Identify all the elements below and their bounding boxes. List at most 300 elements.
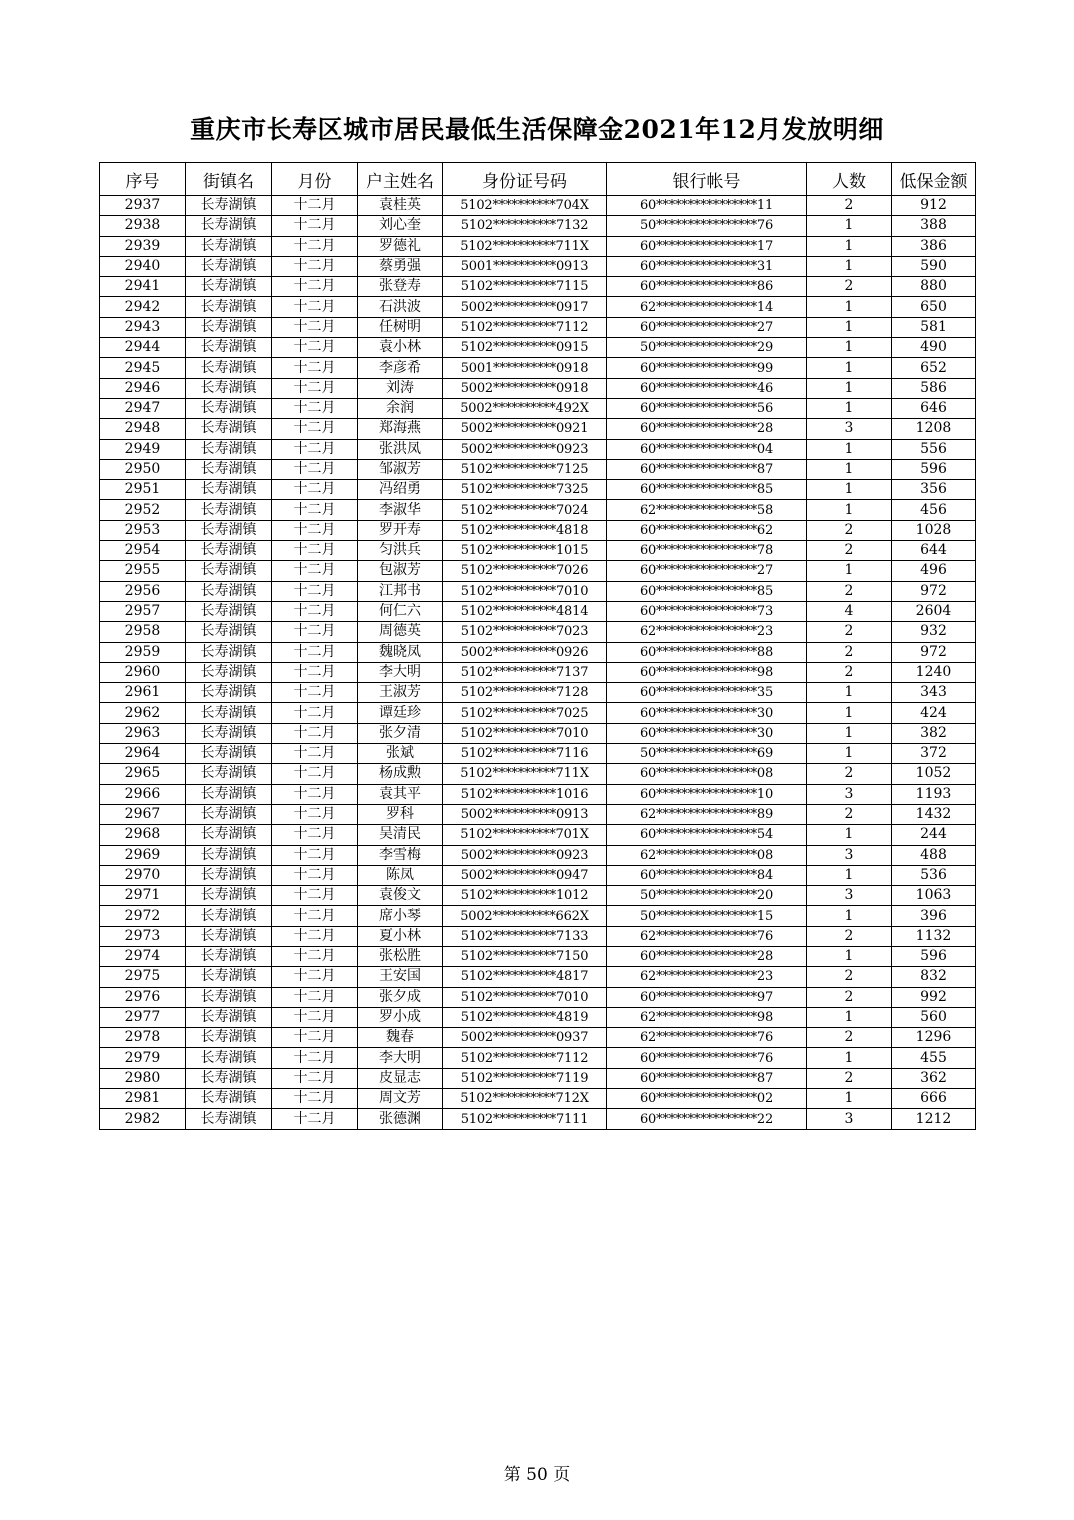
cell-serial: 2975 xyxy=(100,967,186,987)
cell-month: 十二月 xyxy=(272,297,358,317)
cell-amount: 912 xyxy=(892,196,976,216)
cell-month: 十二月 xyxy=(272,683,358,703)
cell-serial: 2938 xyxy=(100,216,186,236)
cell-town: 长寿湖镇 xyxy=(186,764,272,784)
cell-householder: 余润 xyxy=(358,398,443,418)
cell-month: 十二月 xyxy=(272,358,358,378)
cell-persons: 1 xyxy=(807,703,892,723)
cell-serial: 2964 xyxy=(100,744,186,764)
cell-bank-account: 62****************23 xyxy=(607,622,807,642)
cell-serial: 2940 xyxy=(100,256,186,276)
cell-amount: 455 xyxy=(892,1048,976,1068)
cell-town: 长寿湖镇 xyxy=(186,297,272,317)
cell-id-number: 5002**********662X xyxy=(443,906,607,926)
cell-month: 十二月 xyxy=(272,398,358,418)
cell-persons: 3 xyxy=(807,845,892,865)
cell-town: 长寿湖镇 xyxy=(186,500,272,520)
cell-amount: 386 xyxy=(892,236,976,256)
cell-amount: 880 xyxy=(892,277,976,297)
cell-householder: 王安国 xyxy=(358,967,443,987)
cell-month: 十二月 xyxy=(272,967,358,987)
cell-town: 长寿湖镇 xyxy=(186,480,272,500)
cell-town: 长寿湖镇 xyxy=(186,967,272,987)
cell-householder: 张德渊 xyxy=(358,1109,443,1129)
cell-householder: 李大明 xyxy=(358,1048,443,1068)
cell-serial: 2969 xyxy=(100,845,186,865)
cell-serial: 2956 xyxy=(100,581,186,601)
cell-bank-account: 60****************54 xyxy=(607,825,807,845)
cell-month: 十二月 xyxy=(272,601,358,621)
cell-bank-account: 60****************02 xyxy=(607,1089,807,1109)
cell-bank-account: 60****************46 xyxy=(607,378,807,398)
cell-bank-account: 60****************85 xyxy=(607,480,807,500)
cell-id-number: 5002**********0926 xyxy=(443,642,607,662)
cell-amount: 650 xyxy=(892,297,976,317)
cell-town: 长寿湖镇 xyxy=(186,541,272,561)
page-number: 第 50 页 xyxy=(503,1465,571,1485)
table-row xyxy=(100,541,976,561)
cell-id-number: 5102**********7010 xyxy=(443,581,607,601)
cell-id-number: 5102**********7025 xyxy=(443,703,607,723)
cell-amount: 536 xyxy=(892,865,976,885)
table-row xyxy=(100,784,976,804)
cell-persons: 1 xyxy=(807,317,892,337)
table-row xyxy=(100,744,976,764)
cell-householder: 何仁六 xyxy=(358,601,443,621)
table-row xyxy=(100,723,976,743)
table-row xyxy=(100,561,976,581)
cell-amount: 992 xyxy=(892,987,976,1007)
table-row xyxy=(100,703,976,723)
cell-amount: 972 xyxy=(892,581,976,601)
cell-persons: 1 xyxy=(807,236,892,256)
cell-persons: 1 xyxy=(807,1089,892,1109)
cell-amount: 1193 xyxy=(892,784,976,804)
table-row xyxy=(100,398,976,418)
cell-serial: 2976 xyxy=(100,987,186,1007)
cell-amount: 456 xyxy=(892,500,976,520)
cell-serial: 2965 xyxy=(100,764,186,784)
cell-householder: 李淑华 xyxy=(358,500,443,520)
cell-month: 十二月 xyxy=(272,946,358,966)
cell-householder: 魏晓凤 xyxy=(358,642,443,662)
cell-householder: 冯绍勇 xyxy=(358,480,443,500)
cell-serial: 2959 xyxy=(100,642,186,662)
column-header-town: 街镇名 xyxy=(186,163,272,196)
cell-serial: 2967 xyxy=(100,804,186,824)
cell-id-number: 5102**********4819 xyxy=(443,1007,607,1027)
cell-bank-account: 62****************58 xyxy=(607,500,807,520)
cell-month: 十二月 xyxy=(272,500,358,520)
table-row xyxy=(100,256,976,276)
cell-month: 十二月 xyxy=(272,764,358,784)
cell-householder: 袁俊文 xyxy=(358,886,443,906)
cell-id-number: 5102**********701X xyxy=(443,825,607,845)
table-row xyxy=(100,338,976,358)
table-row xyxy=(100,480,976,500)
cell-town: 长寿湖镇 xyxy=(186,622,272,642)
cell-householder: 邹淑芳 xyxy=(358,459,443,479)
cell-town: 长寿湖镇 xyxy=(186,744,272,764)
cell-persons: 1 xyxy=(807,825,892,845)
cell-bank-account: 60****************30 xyxy=(607,723,807,743)
cell-town: 长寿湖镇 xyxy=(186,1068,272,1088)
cell-serial: 2958 xyxy=(100,622,186,642)
cell-town: 长寿湖镇 xyxy=(186,520,272,540)
cell-amount: 596 xyxy=(892,946,976,966)
cell-bank-account: 60****************35 xyxy=(607,683,807,703)
cell-month: 十二月 xyxy=(272,378,358,398)
cell-town: 长寿湖镇 xyxy=(186,1109,272,1129)
cell-serial: 2973 xyxy=(100,926,186,946)
cell-town: 长寿湖镇 xyxy=(186,196,272,216)
cell-amount: 1212 xyxy=(892,1109,976,1129)
cell-bank-account: 62****************89 xyxy=(607,804,807,824)
cell-id-number: 5102**********7111 xyxy=(443,1109,607,1129)
cell-householder: 李大明 xyxy=(358,662,443,682)
cell-serial: 2947 xyxy=(100,398,186,418)
table-row xyxy=(100,845,976,865)
table-row xyxy=(100,1028,976,1048)
cell-amount: 488 xyxy=(892,845,976,865)
cell-month: 十二月 xyxy=(272,703,358,723)
cell-persons: 2 xyxy=(807,642,892,662)
cell-town: 长寿湖镇 xyxy=(186,256,272,276)
cell-amount: 1063 xyxy=(892,886,976,906)
cell-amount: 556 xyxy=(892,439,976,459)
cell-persons: 1 xyxy=(807,398,892,418)
cell-persons: 2 xyxy=(807,1068,892,1088)
cell-month: 十二月 xyxy=(272,317,358,337)
table-row xyxy=(100,946,976,966)
table-row xyxy=(100,683,976,703)
cell-householder: 蔡勇强 xyxy=(358,256,443,276)
payment-table xyxy=(99,162,976,1130)
cell-amount: 496 xyxy=(892,561,976,581)
table-row xyxy=(100,967,976,987)
table-row xyxy=(100,378,976,398)
cell-town: 长寿湖镇 xyxy=(186,946,272,966)
cell-id-number: 5001**********0913 xyxy=(443,256,607,276)
cell-town: 长寿湖镇 xyxy=(186,601,272,621)
cell-town: 长寿湖镇 xyxy=(186,398,272,418)
cell-id-number: 5102**********7023 xyxy=(443,622,607,642)
cell-persons: 1 xyxy=(807,439,892,459)
cell-id-number: 5102**********7150 xyxy=(443,946,607,966)
cell-persons: 2 xyxy=(807,541,892,561)
cell-householder: 罗小成 xyxy=(358,1007,443,1027)
cell-persons: 1 xyxy=(807,906,892,926)
cell-bank-account: 62****************98 xyxy=(607,1007,807,1027)
cell-householder: 袁桂英 xyxy=(358,196,443,216)
cell-town: 长寿湖镇 xyxy=(186,277,272,297)
cell-bank-account: 60****************04 xyxy=(607,439,807,459)
cell-month: 十二月 xyxy=(272,338,358,358)
cell-month: 十二月 xyxy=(272,926,358,946)
cell-id-number: 5102**********1012 xyxy=(443,886,607,906)
cell-householder: 夏小林 xyxy=(358,926,443,946)
table-row xyxy=(100,1048,976,1068)
cell-month: 十二月 xyxy=(272,1007,358,1027)
cell-bank-account: 60****************78 xyxy=(607,541,807,561)
cell-id-number: 5102**********7128 xyxy=(443,683,607,703)
cell-id-number: 5102**********1015 xyxy=(443,541,607,561)
table-row xyxy=(100,1007,976,1027)
cell-month: 十二月 xyxy=(272,1028,358,1048)
cell-bank-account: 60****************27 xyxy=(607,317,807,337)
cell-serial: 2955 xyxy=(100,561,186,581)
cell-serial: 2944 xyxy=(100,338,186,358)
table-row xyxy=(100,662,976,682)
cell-persons: 2 xyxy=(807,581,892,601)
cell-serial: 2949 xyxy=(100,439,186,459)
table-row xyxy=(100,642,976,662)
table-row xyxy=(100,277,976,297)
cell-id-number: 5102**********7010 xyxy=(443,723,607,743)
cell-id-number: 5102**********7137 xyxy=(443,662,607,682)
cell-serial: 2951 xyxy=(100,480,186,500)
cell-persons: 1 xyxy=(807,723,892,743)
cell-month: 十二月 xyxy=(272,622,358,642)
cell-bank-account: 60****************08 xyxy=(607,764,807,784)
cell-bank-account: 60****************31 xyxy=(607,256,807,276)
cell-bank-account: 50****************69 xyxy=(607,744,807,764)
cell-householder: 李彦希 xyxy=(358,358,443,378)
cell-month: 十二月 xyxy=(272,642,358,662)
cell-id-number: 5102**********7325 xyxy=(443,480,607,500)
cell-amount: 343 xyxy=(892,683,976,703)
cell-id-number: 5002**********0923 xyxy=(443,845,607,865)
cell-town: 长寿湖镇 xyxy=(186,865,272,885)
cell-householder: 魏春 xyxy=(358,1028,443,1048)
cell-bank-account: 60****************76 xyxy=(607,1048,807,1068)
cell-town: 长寿湖镇 xyxy=(186,723,272,743)
cell-serial: 2977 xyxy=(100,1007,186,1027)
cell-serial: 2966 xyxy=(100,784,186,804)
cell-id-number: 5102**********7010 xyxy=(443,987,607,1007)
column-header-amount: 低保金额 xyxy=(892,163,976,196)
cell-householder: 李雪梅 xyxy=(358,845,443,865)
cell-town: 长寿湖镇 xyxy=(186,886,272,906)
cell-month: 十二月 xyxy=(272,744,358,764)
cell-amount: 590 xyxy=(892,256,976,276)
cell-id-number: 5002**********492X xyxy=(443,398,607,418)
cell-town: 长寿湖镇 xyxy=(186,439,272,459)
cell-id-number: 5002**********0947 xyxy=(443,865,607,885)
cell-householder: 周文芳 xyxy=(358,1089,443,1109)
cell-town: 长寿湖镇 xyxy=(186,683,272,703)
cell-bank-account: 60****************99 xyxy=(607,358,807,378)
column-header-householder: 户主姓名 xyxy=(358,163,443,196)
cell-serial: 2942 xyxy=(100,297,186,317)
cell-month: 十二月 xyxy=(272,581,358,601)
table-row xyxy=(100,500,976,520)
cell-householder: 张洪凤 xyxy=(358,439,443,459)
column-header-bank-account: 银行帐号 xyxy=(607,163,807,196)
cell-serial: 2957 xyxy=(100,601,186,621)
cell-town: 长寿湖镇 xyxy=(186,926,272,946)
cell-amount: 596 xyxy=(892,459,976,479)
table-row xyxy=(100,297,976,317)
table-row xyxy=(100,1089,976,1109)
cell-month: 十二月 xyxy=(272,1048,358,1068)
cell-id-number: 5102**********4814 xyxy=(443,601,607,621)
cell-month: 十二月 xyxy=(272,459,358,479)
cell-householder: 张夕成 xyxy=(358,987,443,1007)
cell-bank-account: 60****************28 xyxy=(607,946,807,966)
cell-amount: 1132 xyxy=(892,926,976,946)
table-row xyxy=(100,520,976,540)
cell-id-number: 5102**********7112 xyxy=(443,1048,607,1068)
cell-town: 长寿湖镇 xyxy=(186,1007,272,1027)
cell-serial: 2963 xyxy=(100,723,186,743)
table-row xyxy=(100,906,976,926)
cell-month: 十二月 xyxy=(272,1068,358,1088)
cell-month: 十二月 xyxy=(272,256,358,276)
cell-month: 十二月 xyxy=(272,236,358,256)
cell-bank-account: 60****************87 xyxy=(607,459,807,479)
column-header-serial: 序号 xyxy=(100,163,186,196)
cell-id-number: 5002**********0937 xyxy=(443,1028,607,1048)
cell-bank-account: 60****************88 xyxy=(607,642,807,662)
cell-persons: 1 xyxy=(807,358,892,378)
cell-id-number: 5102**********7119 xyxy=(443,1068,607,1088)
table-row xyxy=(100,865,976,885)
cell-householder: 袁其平 xyxy=(358,784,443,804)
cell-amount: 362 xyxy=(892,1068,976,1088)
cell-town: 长寿湖镇 xyxy=(186,338,272,358)
cell-bank-account: 62****************23 xyxy=(607,967,807,987)
cell-bank-account: 60****************17 xyxy=(607,236,807,256)
cell-month: 十二月 xyxy=(272,865,358,885)
cell-persons: 1 xyxy=(807,500,892,520)
cell-persons: 3 xyxy=(807,1109,892,1129)
cell-town: 长寿湖镇 xyxy=(186,1048,272,1068)
column-header-persons: 人数 xyxy=(807,163,892,196)
cell-town: 长寿湖镇 xyxy=(186,1089,272,1109)
cell-bank-account: 60****************56 xyxy=(607,398,807,418)
cell-persons: 3 xyxy=(807,419,892,439)
table-header-row xyxy=(100,163,976,196)
cell-serial: 2970 xyxy=(100,865,186,885)
column-header-id-number: 身份证号码 xyxy=(443,163,607,196)
table-body xyxy=(100,196,976,1130)
cell-town: 长寿湖镇 xyxy=(186,906,272,926)
table-row xyxy=(100,439,976,459)
cell-persons: 1 xyxy=(807,561,892,581)
cell-serial: 2943 xyxy=(100,317,186,337)
cell-persons: 1 xyxy=(807,338,892,358)
table-row xyxy=(100,764,976,784)
cell-householder: 张登寿 xyxy=(358,277,443,297)
cell-town: 长寿湖镇 xyxy=(186,804,272,824)
cell-persons: 2 xyxy=(807,967,892,987)
page-title: 重庆市长寿区城市居民最低生活保障金2021年12月发放明细 xyxy=(190,115,884,144)
cell-id-number: 5102**********7112 xyxy=(443,317,607,337)
cell-id-number: 5102**********7024 xyxy=(443,500,607,520)
table-row xyxy=(100,926,976,946)
cell-bank-account: 60****************86 xyxy=(607,277,807,297)
table-row xyxy=(100,622,976,642)
cell-amount: 652 xyxy=(892,358,976,378)
cell-amount: 932 xyxy=(892,622,976,642)
cell-householder: 谭廷珍 xyxy=(358,703,443,723)
cell-householder: 包淑芳 xyxy=(358,561,443,581)
cell-serial: 2962 xyxy=(100,703,186,723)
cell-serial: 2971 xyxy=(100,886,186,906)
cell-amount: 356 xyxy=(892,480,976,500)
table-row xyxy=(100,1109,976,1129)
cell-householder: 罗德礼 xyxy=(358,236,443,256)
cell-id-number: 5002**********0923 xyxy=(443,439,607,459)
cell-month: 十二月 xyxy=(272,723,358,743)
cell-serial: 2981 xyxy=(100,1089,186,1109)
cell-persons: 1 xyxy=(807,946,892,966)
table-row xyxy=(100,601,976,621)
cell-amount: 382 xyxy=(892,723,976,743)
cell-persons: 2 xyxy=(807,926,892,946)
cell-serial: 2954 xyxy=(100,541,186,561)
cell-amount: 1432 xyxy=(892,804,976,824)
cell-id-number: 5102**********7115 xyxy=(443,277,607,297)
cell-amount: 1028 xyxy=(892,520,976,540)
cell-amount: 1296 xyxy=(892,1028,976,1048)
cell-month: 十二月 xyxy=(272,196,358,216)
table-row xyxy=(100,419,976,439)
cell-householder: 皮显志 xyxy=(358,1068,443,1088)
cell-amount: 372 xyxy=(892,744,976,764)
cell-id-number: 5002**********0918 xyxy=(443,378,607,398)
cell-town: 长寿湖镇 xyxy=(186,378,272,398)
cell-id-number: 5001**********0918 xyxy=(443,358,607,378)
cell-month: 十二月 xyxy=(272,906,358,926)
cell-amount: 396 xyxy=(892,906,976,926)
cell-month: 十二月 xyxy=(272,277,358,297)
cell-amount: 244 xyxy=(892,825,976,845)
cell-persons: 1 xyxy=(807,1007,892,1027)
table-row xyxy=(100,216,976,236)
cell-serial: 2982 xyxy=(100,1109,186,1129)
cell-bank-account: 60****************98 xyxy=(607,662,807,682)
cell-householder: 王淑芳 xyxy=(358,683,443,703)
cell-amount: 560 xyxy=(892,1007,976,1027)
cell-id-number: 5102**********7133 xyxy=(443,926,607,946)
cell-id-number: 5102**********0915 xyxy=(443,338,607,358)
cell-month: 十二月 xyxy=(272,541,358,561)
cell-householder: 张松胜 xyxy=(358,946,443,966)
cell-householder: 任树明 xyxy=(358,317,443,337)
cell-amount: 1208 xyxy=(892,419,976,439)
cell-serial: 2946 xyxy=(100,378,186,398)
cell-serial: 2948 xyxy=(100,419,186,439)
cell-persons: 1 xyxy=(807,744,892,764)
cell-bank-account: 50****************15 xyxy=(607,906,807,926)
cell-bank-account: 60****************73 xyxy=(607,601,807,621)
cell-month: 十二月 xyxy=(272,419,358,439)
cell-bank-account: 60****************27 xyxy=(607,561,807,581)
cell-id-number: 5102**********7125 xyxy=(443,459,607,479)
cell-amount: 644 xyxy=(892,541,976,561)
cell-persons: 1 xyxy=(807,256,892,276)
cell-town: 长寿湖镇 xyxy=(186,825,272,845)
cell-bank-account: 60****************28 xyxy=(607,419,807,439)
cell-id-number: 5002**********0913 xyxy=(443,804,607,824)
cell-persons: 1 xyxy=(807,378,892,398)
cell-amount: 646 xyxy=(892,398,976,418)
cell-bank-account: 50****************76 xyxy=(607,216,807,236)
cell-serial: 2980 xyxy=(100,1068,186,1088)
cell-id-number: 5102**********711X xyxy=(443,236,607,256)
